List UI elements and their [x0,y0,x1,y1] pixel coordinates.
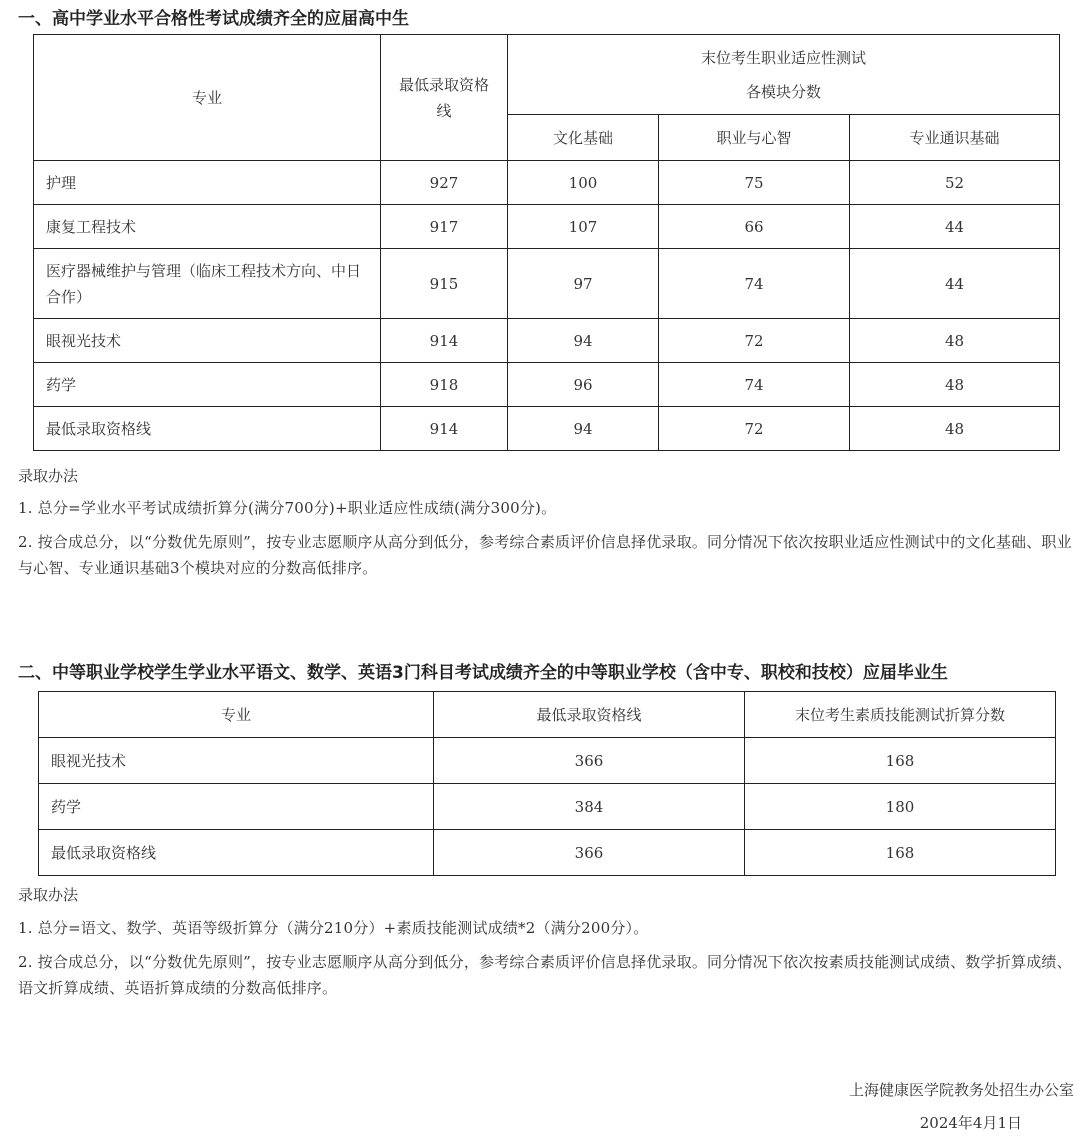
cell-min: 917 [381,205,508,249]
section2-method-label: 录取办法 [18,886,79,904]
header-major: 专业 [39,692,434,738]
header-last-group-line1: 末位考生职业适应性测试 [701,48,867,67]
header-sub-career: 职业与心智 [659,115,850,161]
cell-career: 75 [659,161,850,205]
section1-title: 一、高中学业水平合格性考试成绩齐全的应届高中生 [18,9,409,29]
table-row [34,249,1060,319]
table-row [39,738,1056,784]
section2-title: 二、中等职业学校学生学业水平语文、数学、英语3门科目考试成绩齐全的中等职业学校（含中专、职校和技校）应届毕业生 [18,663,948,683]
section2-method1: 1. 总分=语文、数学、英语等级折算分（满分210分）+素质技能测试成绩*2（满分200分）。 [18,919,649,937]
cell-min: 918 [381,363,508,407]
table-row [34,363,1060,407]
cell-major: 最低录取资格线 [39,830,434,876]
section1-method2: 2. 按合成总分，以“分数优先原则”，按专业志愿顺序从高分到低分，参考综合素质评价信息择优录取。同分情况下依次按职业适应性测试中的文化基础、职业与心智、专业通识基础3个模块对应的分数高低排序。 [18,533,1072,577]
cell-min: 914 [381,407,508,451]
cell-career: 66 [659,205,850,249]
section1-table [33,34,1060,451]
cell-major: 眼视光技术 [39,738,434,784]
cell-min: 384 [434,784,745,830]
section1-method-label: 录取办法 [18,467,79,485]
cell-general: 52 [850,161,1060,205]
section1-method1: 1. 总分=学业水平考试成绩折算分(满分700分)+职业适应性成绩(满分300分)。 [18,499,557,517]
cell-general: 48 [850,319,1060,363]
cell-culture: 94 [508,407,659,451]
table-row [34,407,1060,451]
cell-min: 914 [381,319,508,363]
cell-major: 眼视光技术 [34,319,381,363]
issue-date: 2024年4月1日 [919,1114,1022,1132]
cell-major: 康复工程技术 [34,205,381,249]
cell-score: 180 [745,784,1056,830]
table-row [34,161,1060,205]
header-sub-culture: 文化基础 [508,115,659,161]
cell-min: 915 [381,249,508,319]
table-row [39,784,1056,830]
cell-min: 927 [381,161,508,205]
table-row [39,830,1056,876]
header-last-group [508,35,1060,115]
cell-general: 48 [850,407,1060,451]
table-row [34,205,1060,249]
cell-career: 72 [659,407,850,451]
header-last-group-line2: 各模块分数 [746,82,822,101]
header-min-line-text: 最低录取资格线 [399,75,490,120]
header-min-line [381,35,508,161]
cell-major: 护理 [34,161,381,205]
header-sub-general: 专业通识基础 [850,115,1060,161]
cell-career: 72 [659,319,850,363]
cell-general: 44 [850,249,1060,319]
cell-general: 44 [850,205,1060,249]
cell-score: 168 [745,830,1056,876]
cell-culture: 94 [508,319,659,363]
section2-method2: 2. 按合成总分，以“分数优先原则”，按专业志愿顺序从高分到低分，参考综合素质评价信息择优录取。同分情况下依次按素质技能测试成绩、数学折算成绩、语文折算成绩、英语折算成绩的分数高低排序。 [18,953,1072,997]
cell-major: 药学 [34,363,381,407]
section2-table [38,691,1056,876]
cell-culture: 107 [508,205,659,249]
header-min-line: 最低录取资格线 [434,692,745,738]
header-skill-score: 末位考生素质技能测试折算分数 [745,692,1056,738]
cell-major: 最低录取资格线 [34,407,381,451]
table-row [34,319,1060,363]
cell-major: 药学 [39,784,434,830]
cell-career: 74 [659,249,850,319]
cell-score: 168 [745,738,1056,784]
cell-major: 医疗器械维护与管理（临床工程技术方向、中日合作） [34,249,381,319]
header-major: 专业 [34,35,381,161]
cell-culture: 96 [508,363,659,407]
cell-career: 74 [659,363,850,407]
cell-min: 366 [434,738,745,784]
cell-culture: 97 [508,249,659,319]
cell-culture: 100 [508,161,659,205]
issuing-office: 上海健康医学院教务处招生办公室 [848,1081,1074,1099]
cell-min: 366 [434,830,745,876]
cell-general: 48 [850,363,1060,407]
